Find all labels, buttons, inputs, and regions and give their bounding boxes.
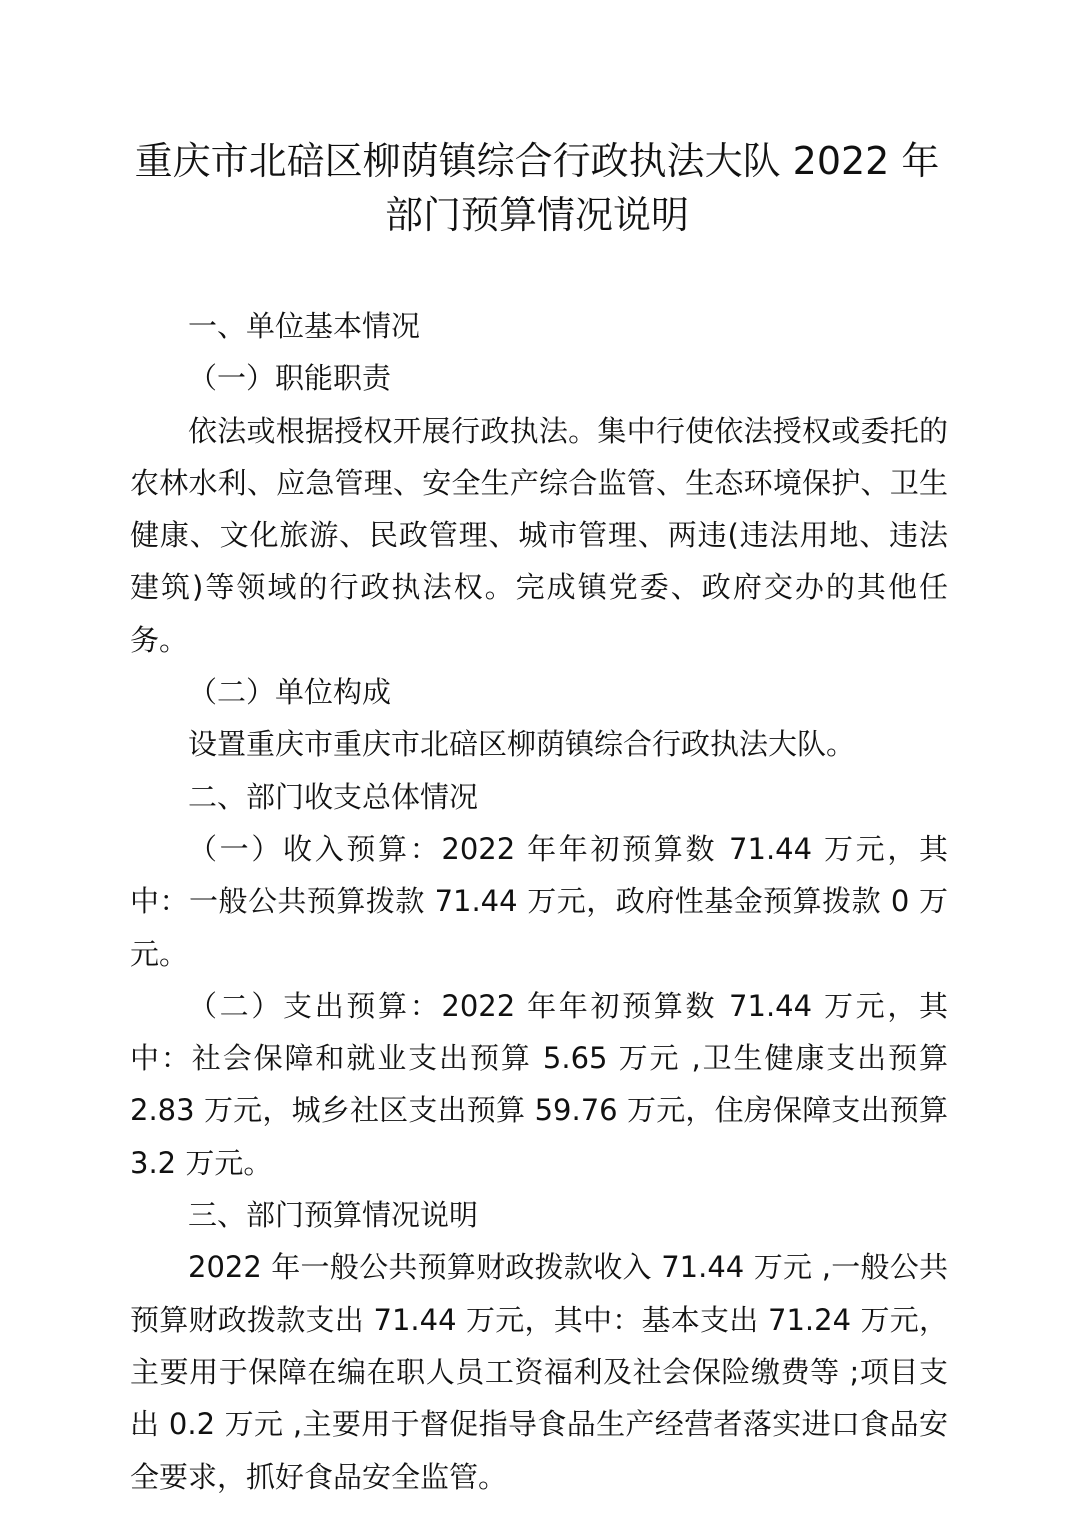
subsection-heading-composition: （二）单位构成 — [188, 675, 392, 710]
paragraph-budget-explanation: 2022 年一般公共预算财政拨款收入 71.44 万元 ,一般公共预算财政拨款支出 71.44 万元，其中：基本支出 71.24 万元，主要用于保障在编在职人员工资福利及社会保险缴费等 ;项目支出 0.2 万元 ,主要用于督促指导食品生产经营者落实进口食品安全要求，抓好食品安全监管。 — [130, 1250, 948, 1494]
subsection-heading-functions: （一）职能职责 — [188, 361, 392, 396]
paragraph-composition: 设置重庆市重庆市北碚区柳荫镇综合行政执法大队。 — [188, 727, 856, 762]
paragraph-functions: 依法或根据授权开展行政执法。集中行使依法授权或委托的农林水利、应急管理、安全生产综合监管、生态环境保护、卫生健康、文化旅游、民政管理、城市管理、两违(违法用地、违法建筑)等领域的行政执法权。完成镇党委、政府交办的其他任务。 — [130, 413, 948, 657]
section-heading-revenue-expenditure: 二、部门收支总体情况 — [188, 779, 479, 814]
section-heading-budget-explanation: 三、部门预算情况说明 — [188, 1198, 479, 1233]
document-title: 重庆市北碚区柳荫镇综合行政执法大队 2022 年部门预算情况说明 — [134, 139, 940, 237]
section-heading-unit-basics: 一、单位基本情况 — [188, 309, 421, 343]
paragraph-revenue-budget: （一）收入预算：2022 年年初预算数 71.44 万元，其中：一般公共预算拨款 71.44 万元，政府性基金预算拨款 0 万元。 — [130, 831, 948, 971]
paragraph-expenditure-budget: （二）支出预算：2022 年年初预算数 71.44 万元，其中：社会保障和就业支出预算 5.65 万元 ,卫生健康支出预算 2.83 万元，城乡社区支出预算 59.76 万元，住房保障支出预算 3.2 万元。 — [130, 988, 948, 1180]
document-body — [130, 300, 948, 1503]
